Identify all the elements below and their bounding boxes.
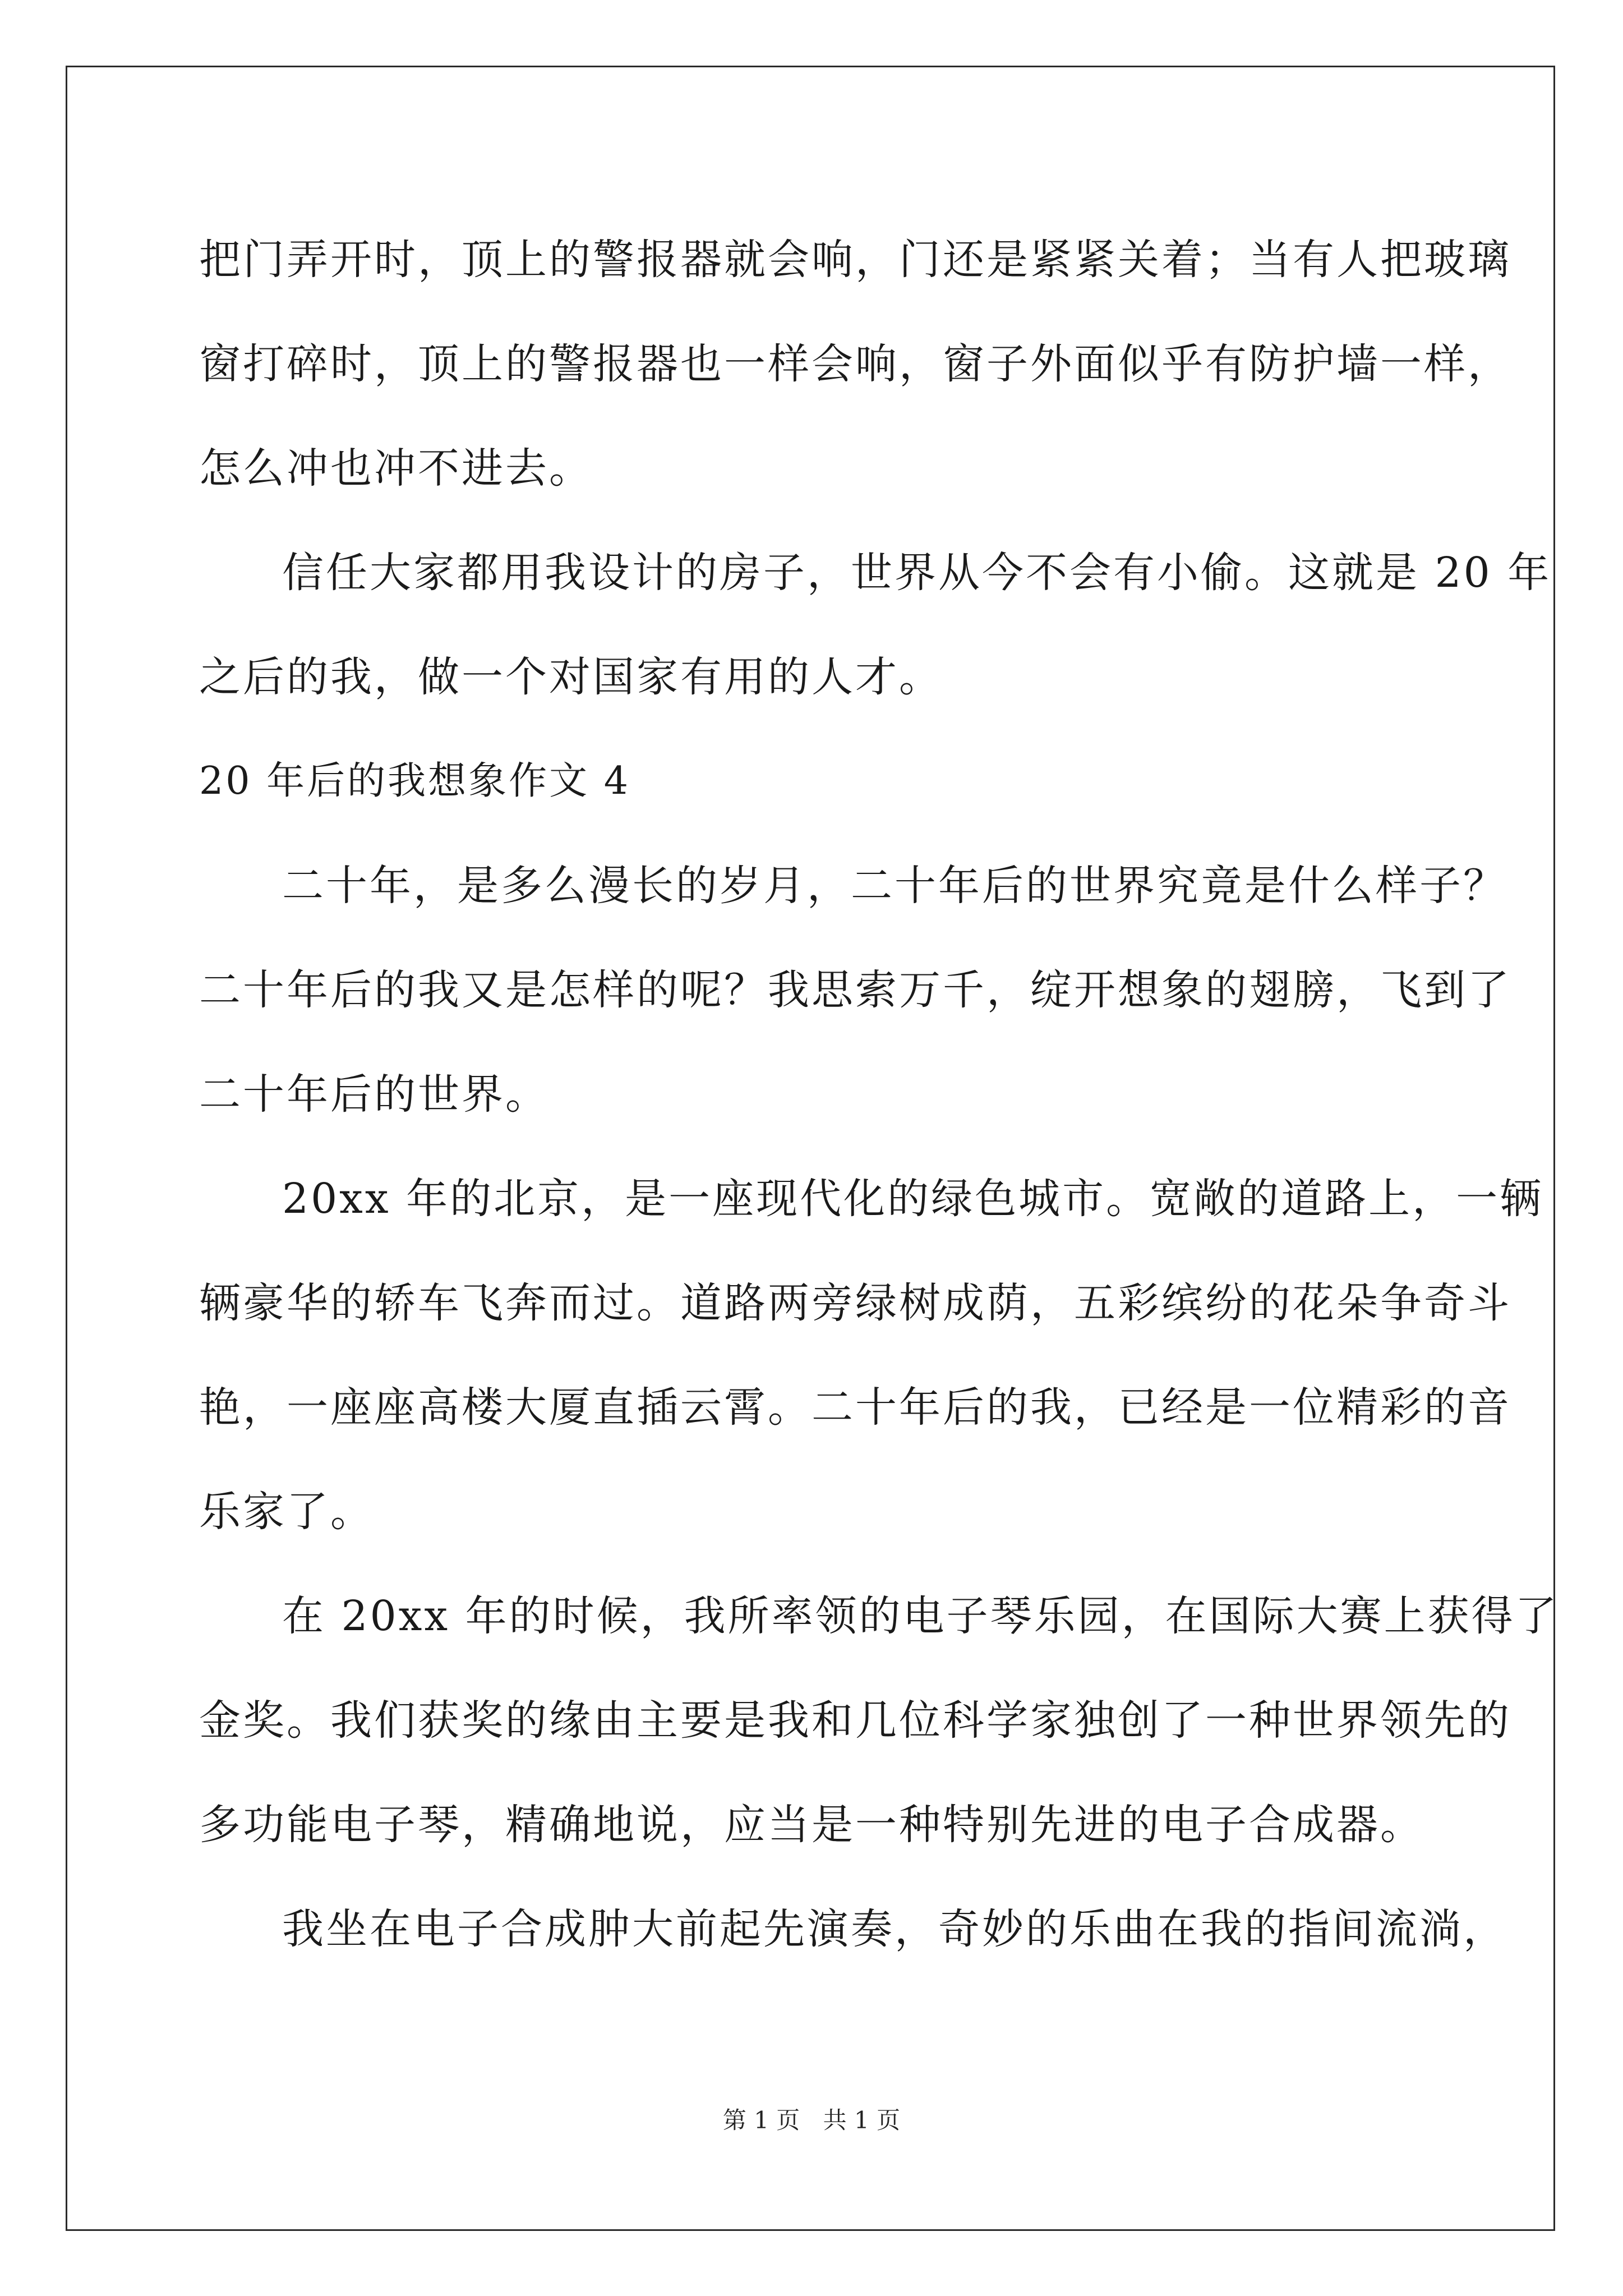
text-line: 把门弄开时，顶上的警报器就会响，门还是紧紧关着；当有人把玻璃 (199, 236, 1511, 284)
text-line: 二十年后的世界。 (199, 1070, 549, 1119)
text-line: 艳，一座座高楼大厦直插云霄。二十年后的我，已经是一位精彩的音 (199, 1383, 1511, 1432)
paragraph (199, 1147, 1544, 1564)
text-line: 二十年，是多么漫长的岁月，二十年后的世界究竟是什么样子？ (282, 862, 1507, 910)
text-line: 金奖。我们获奖的缘由主要是我和几位科学家独创了一种世界领先的 (199, 1696, 1511, 1745)
text-line: 在 20xx 年的时候，我所率领的电子琴乐园，在国际大赛上获得了 (282, 1592, 1559, 1640)
section-heading: 20 年后的我想象作文 4 (199, 759, 631, 803)
paragraph (199, 208, 1511, 521)
page-footer (0, 2104, 1623, 2137)
text-line: 之后的我，做一个对国家有用的人才。 (199, 653, 943, 701)
text-line: 辆豪华的轿车飞奔而过。道路两旁绿树成荫，五彩缤纷的花朵争奇斗 (199, 1279, 1511, 1327)
text-line: 乐家了。 (199, 1488, 374, 1536)
document-body (199, 208, 1559, 1981)
paragraph (199, 521, 1552, 729)
page-total: 共 1 页 (823, 2106, 901, 2134)
text-line: 多功能电子琴，精确地说，应当是一种特别先进的电子合成器。 (199, 1801, 1424, 1849)
text-line: 二十年后的我又是怎样的呢？我思索万千，绽开想象的翅膀，飞到了 (199, 966, 1511, 1014)
paragraph (199, 1877, 1507, 1981)
paragraph (199, 834, 1511, 1147)
text-line: 我坐在电子合成肿大前起先演奏，奇妙的乐曲在我的指间流淌， (282, 1905, 1507, 1953)
paragraph (199, 1564, 1559, 1877)
text-line: 20xx 年的北京，是一座现代化的绿色城市。宽敞的道路上，一辆 (282, 1175, 1544, 1223)
page-number: 第 1 页 (722, 2106, 800, 2134)
text-line: 怎么冲也冲不进去。 (199, 444, 593, 493)
text-line: 信任大家都用我设计的房子，世界从今不会有小偷。这就是 20 年 (282, 549, 1552, 597)
text-line: 窗打碎时，顶上的警报器也一样会响，窗子外面似乎有防护墙一样， (199, 340, 1511, 388)
